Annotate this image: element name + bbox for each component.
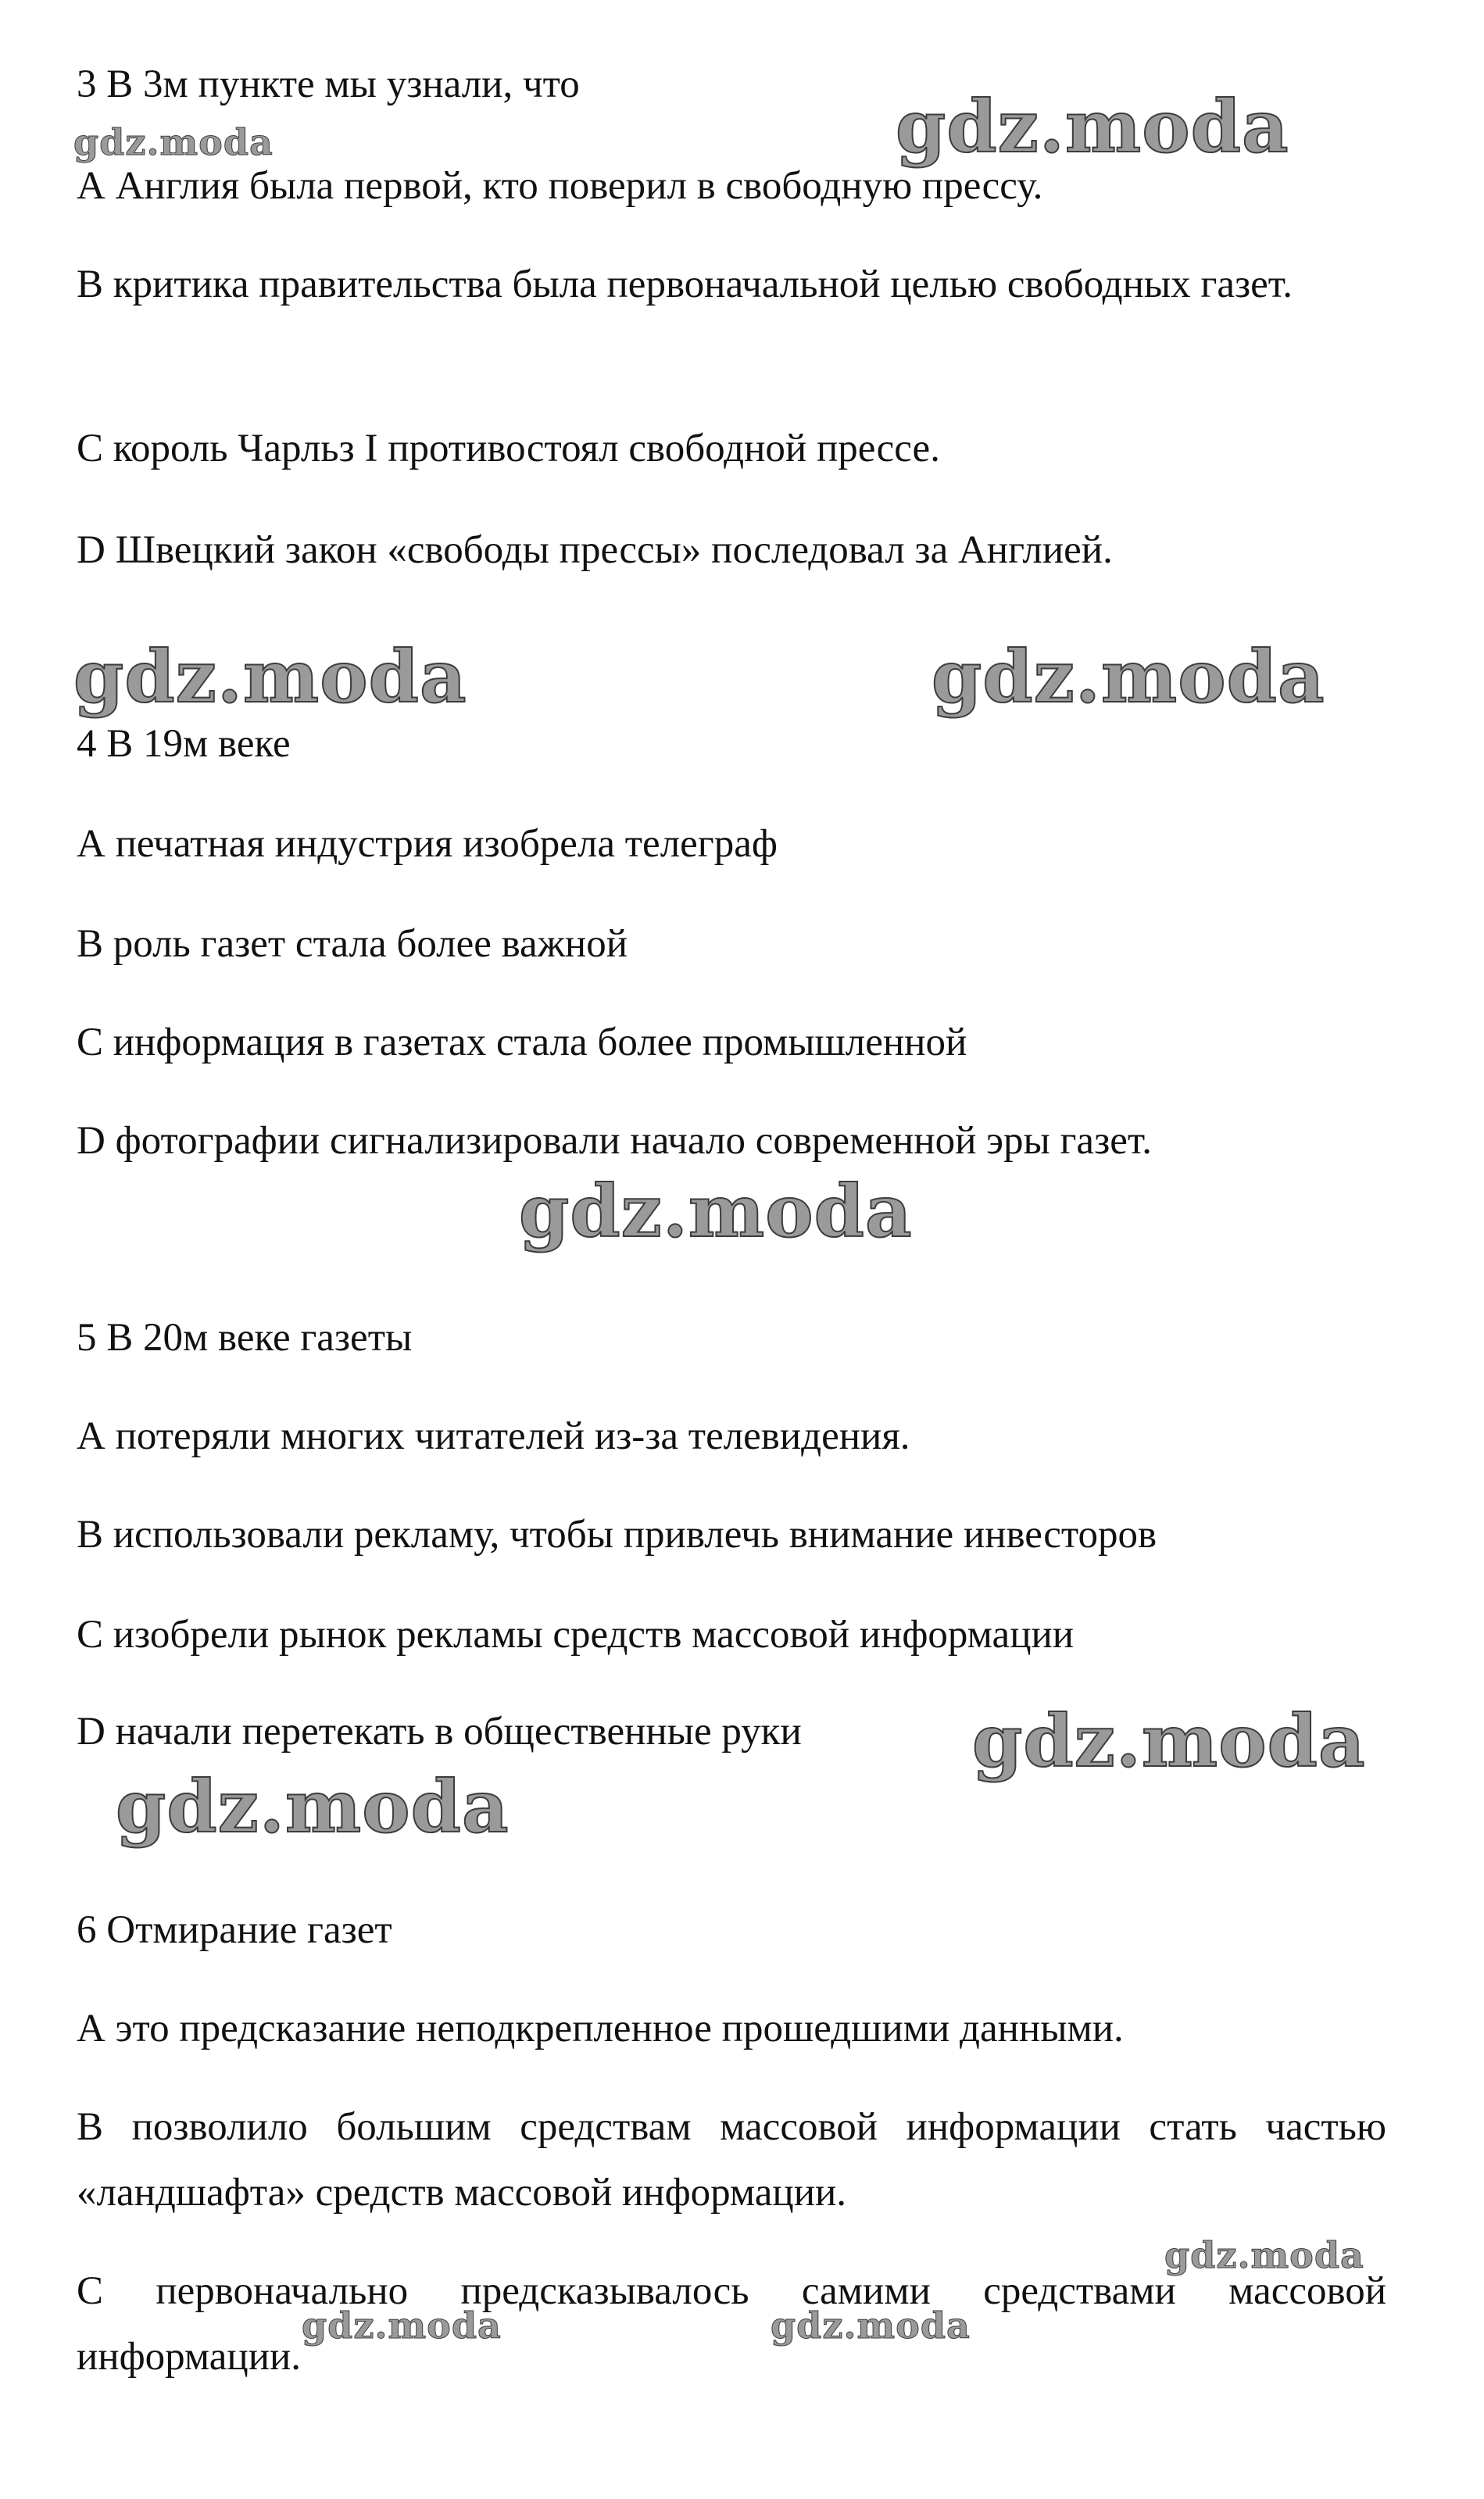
question-5-option-c: С изобрели рынок рекламы средств массовой информации bbox=[77, 1613, 1075, 1657]
watermark-logo: gdz.moda bbox=[972, 1699, 1366, 1783]
question-6-option-c: С первоначально предсказывалось самими средствами массовой информации. bbox=[77, 2269, 1386, 2379]
question-5-option-b: В использовали рекламу, чтобы привлечь внимание инвесторов bbox=[77, 1513, 1157, 1557]
question-4-stem: 4 В 19м веке bbox=[77, 722, 291, 766]
watermark-logo: gdz.moda bbox=[771, 2304, 971, 2347]
question-6-option-a: А это предсказание неподкрепленное прошедшими данными. bbox=[77, 2007, 1124, 2050]
question-4-option-d: D фотографии сигнализировали начало современной эры газет. bbox=[77, 1119, 1153, 1163]
watermark-logo: gdz.moda bbox=[116, 1764, 510, 1849]
question-3-option-d: D Швецкий закон «свободы прессы» последовал за Англией. bbox=[77, 528, 1113, 572]
question-3-stem: 3 В 3м пункте мы узнали, что bbox=[77, 63, 580, 106]
watermark-logo: gdz.moda bbox=[896, 84, 1289, 169]
watermark-logo: gdz.moda bbox=[932, 635, 1325, 719]
question-5-option-d: D начали перетекать в общественные руки bbox=[77, 1710, 802, 1754]
question-4-option-b: В роль газет стала более важной bbox=[77, 922, 628, 966]
watermark-logo: gdz.moda bbox=[73, 121, 274, 163]
watermark-logo: gdz.moda bbox=[73, 635, 467, 719]
question-6-stem: 6 Отмирание газет bbox=[77, 1908, 392, 1952]
question-5-option-a: А потеряли многих читателей из-за телевидения. bbox=[77, 1414, 910, 1458]
question-6-option-b: В позволило большим средствам массовой информации стать частью «ландшафта» средств массовой информации. bbox=[77, 2105, 1386, 2215]
question-3-option-b: В критика правительства была первоначальной целью свободных газет. bbox=[77, 263, 1293, 306]
question-5-stem: 5 В 20м веке газеты bbox=[77, 1316, 413, 1360]
watermark-logo: gdz.moda bbox=[1164, 2234, 1364, 2276]
question-4-option-a: А печатная индустрия изобрела телеграф bbox=[77, 822, 778, 866]
question-4-option-c: С информация в газетах стала более промышленной bbox=[77, 1021, 967, 1064]
question-3-option-c: С король Чарльз I противостоял свободной прессе. bbox=[77, 427, 940, 470]
question-3-option-a: А Англия была первой, кто поверил в свободную прессу. bbox=[77, 164, 1043, 208]
watermark-logo: gdz.moda bbox=[519, 1169, 913, 1253]
watermark-logo: gdz.moda bbox=[302, 2304, 502, 2347]
